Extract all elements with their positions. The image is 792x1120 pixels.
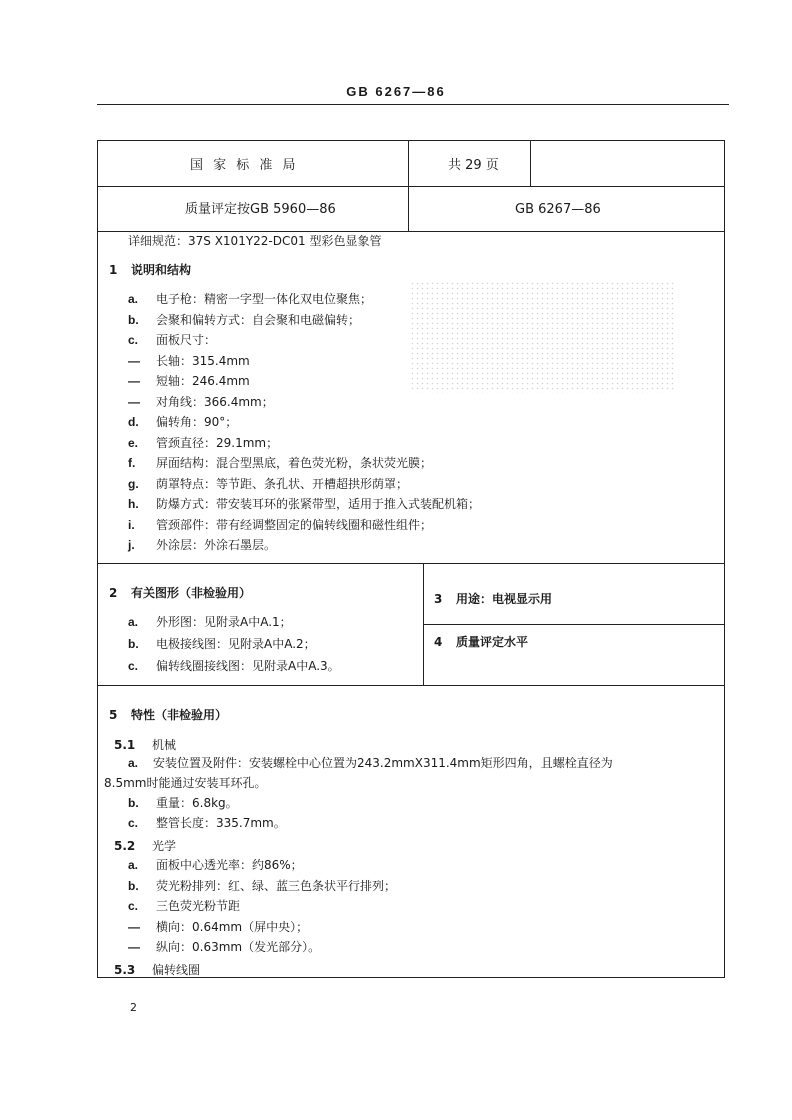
list-item: 电子枪：精密一字型一体化双电位聚焦； [156, 292, 373, 306]
list-item: 长轴：315.4mm [156, 353, 250, 368]
list-item-marker: b. [128, 637, 139, 651]
item-marker: a. [128, 756, 139, 770]
list-item-marker: c. [128, 659, 139, 673]
list-item: 三色荧光粉节距 [156, 899, 241, 913]
list-item: 荫罩特点：等节距、条孔状、开槽超拱形荫罩； [156, 476, 409, 491]
item-marker: c. [128, 816, 139, 830]
page-count-cell: 共 29 页 [448, 158, 499, 173]
section-5-number: 5 [109, 708, 118, 722]
section-3-number: 3 [434, 592, 443, 606]
list-item-marker: j. [128, 538, 135, 552]
item-text-continued: 8.5mm时能通过安装耳环孔。 [104, 776, 267, 790]
list-item-marker: g. [128, 476, 139, 491]
section-5-title: 特性（非检验用） [131, 708, 228, 722]
list-item: 纵向：0.63mm（发光部分）。 [156, 940, 321, 954]
section-divider [97, 685, 725, 686]
section-2-number: 2 [109, 586, 118, 600]
list-item-marker: — [128, 940, 140, 954]
list-item: 面板尺寸： [156, 333, 217, 347]
page-number: 2 [130, 1001, 137, 1014]
list-item: 外形图：见附录A中A.1； [156, 615, 292, 629]
list-item: 偏转线圈接线图：见附录A中A.3。 [156, 659, 340, 673]
list-item: 面板中心透光率：约86%； [156, 858, 303, 872]
section-4-number: 4 [434, 635, 443, 649]
standard-number-cell: GB 6267—86 [515, 202, 601, 217]
list-item-marker: d. [128, 415, 139, 429]
item-text: 安装位置及附件：安装螺栓中心位置为243.2mmX311.4mm矩形四角，且螺栓直径为 [153, 756, 613, 770]
list-item: 屏面结构：混合型黑底，着色荧光粉，条状荧光膜； [156, 456, 433, 470]
list-item-marker: — [128, 374, 140, 388]
list-item: 会聚和偏转方式：自会聚和电磁偏转； [156, 312, 361, 327]
item-text: 整管长度：335.7mm。 [156, 816, 286, 830]
section-1-title: 说明和结构 [131, 263, 192, 277]
spec-table-frame [97, 140, 725, 978]
list-item-marker: — [128, 353, 140, 368]
list-item-marker: b. [128, 312, 139, 327]
list-item-marker: a. [128, 858, 139, 872]
list-item: 荧光粉排列：红、绿、蓝三色条状平行排列； [156, 878, 397, 893]
list-item: 横向：0.64mm（屏中央）； [156, 919, 309, 934]
list-item-marker: b. [128, 878, 139, 893]
table-divider [530, 140, 531, 186]
list-item: 外涂层：外涂石墨层。 [156, 538, 277, 552]
list-item-marker: i. [128, 517, 135, 532]
section-divider [423, 624, 725, 625]
section-5-1-title: 机械 [152, 738, 177, 752]
section-4-title: 质量评定水平 [456, 635, 529, 649]
section-5-3-number: 5.3 [114, 963, 136, 977]
item-text: 重量：6.8kg。 [156, 796, 238, 810]
detail-spec-line: 详细规范：37S X101Y22-DC01 型彩色显象管 [128, 234, 382, 248]
list-item-marker: f. [128, 456, 136, 470]
item-marker: b. [128, 796, 139, 810]
list-item: 电极接线图：见附录A中A.2； [156, 637, 316, 651]
section-divider [97, 563, 725, 564]
list-item-marker: a. [128, 615, 139, 629]
list-item: 防爆方式：带安装耳环的张紧带型，适用于推入式装配机箱； [156, 497, 481, 511]
list-item-marker: a. [128, 292, 139, 306]
issuer-cell: 国 家 标 准 局 [190, 158, 299, 173]
table-divider [97, 186, 725, 187]
list-item-marker: h. [128, 497, 139, 511]
list-item-marker: — [128, 919, 140, 934]
quality-standard-cell: 质量评定按GB 5960—86 [185, 202, 336, 217]
scan-speckle [410, 281, 675, 393]
section-2-title: 有关图形（非检验用） [131, 586, 252, 600]
list-item: 偏转角：90°； [156, 415, 238, 429]
list-item-marker: c. [128, 899, 139, 913]
list-item: 对角线：366.4mm； [156, 394, 274, 409]
document-code-header: GB 6267—86 [346, 84, 446, 99]
section-5-2-number: 5.2 [114, 839, 136, 853]
list-item-marker: e. [128, 435, 139, 450]
section-1-number: 1 [109, 263, 118, 277]
section-5-2-title: 光学 [152, 839, 177, 853]
header-rule [97, 104, 729, 105]
section-5-1-number: 5.1 [114, 738, 136, 752]
list-item-marker: c. [128, 333, 139, 347]
list-item: 短轴：246.4mm [156, 374, 250, 388]
section-3-title: 用途：电视显示用 [456, 592, 553, 606]
list-item: 管颈直径：29.1mm； [156, 435, 279, 450]
table-divider [97, 231, 725, 232]
section-5-3-title: 偏转线圈 [152, 963, 201, 977]
list-item: 管颈部件：带有经调整固定的偏转线圈和磁性组件； [156, 517, 433, 532]
list-item-marker: — [128, 394, 140, 409]
